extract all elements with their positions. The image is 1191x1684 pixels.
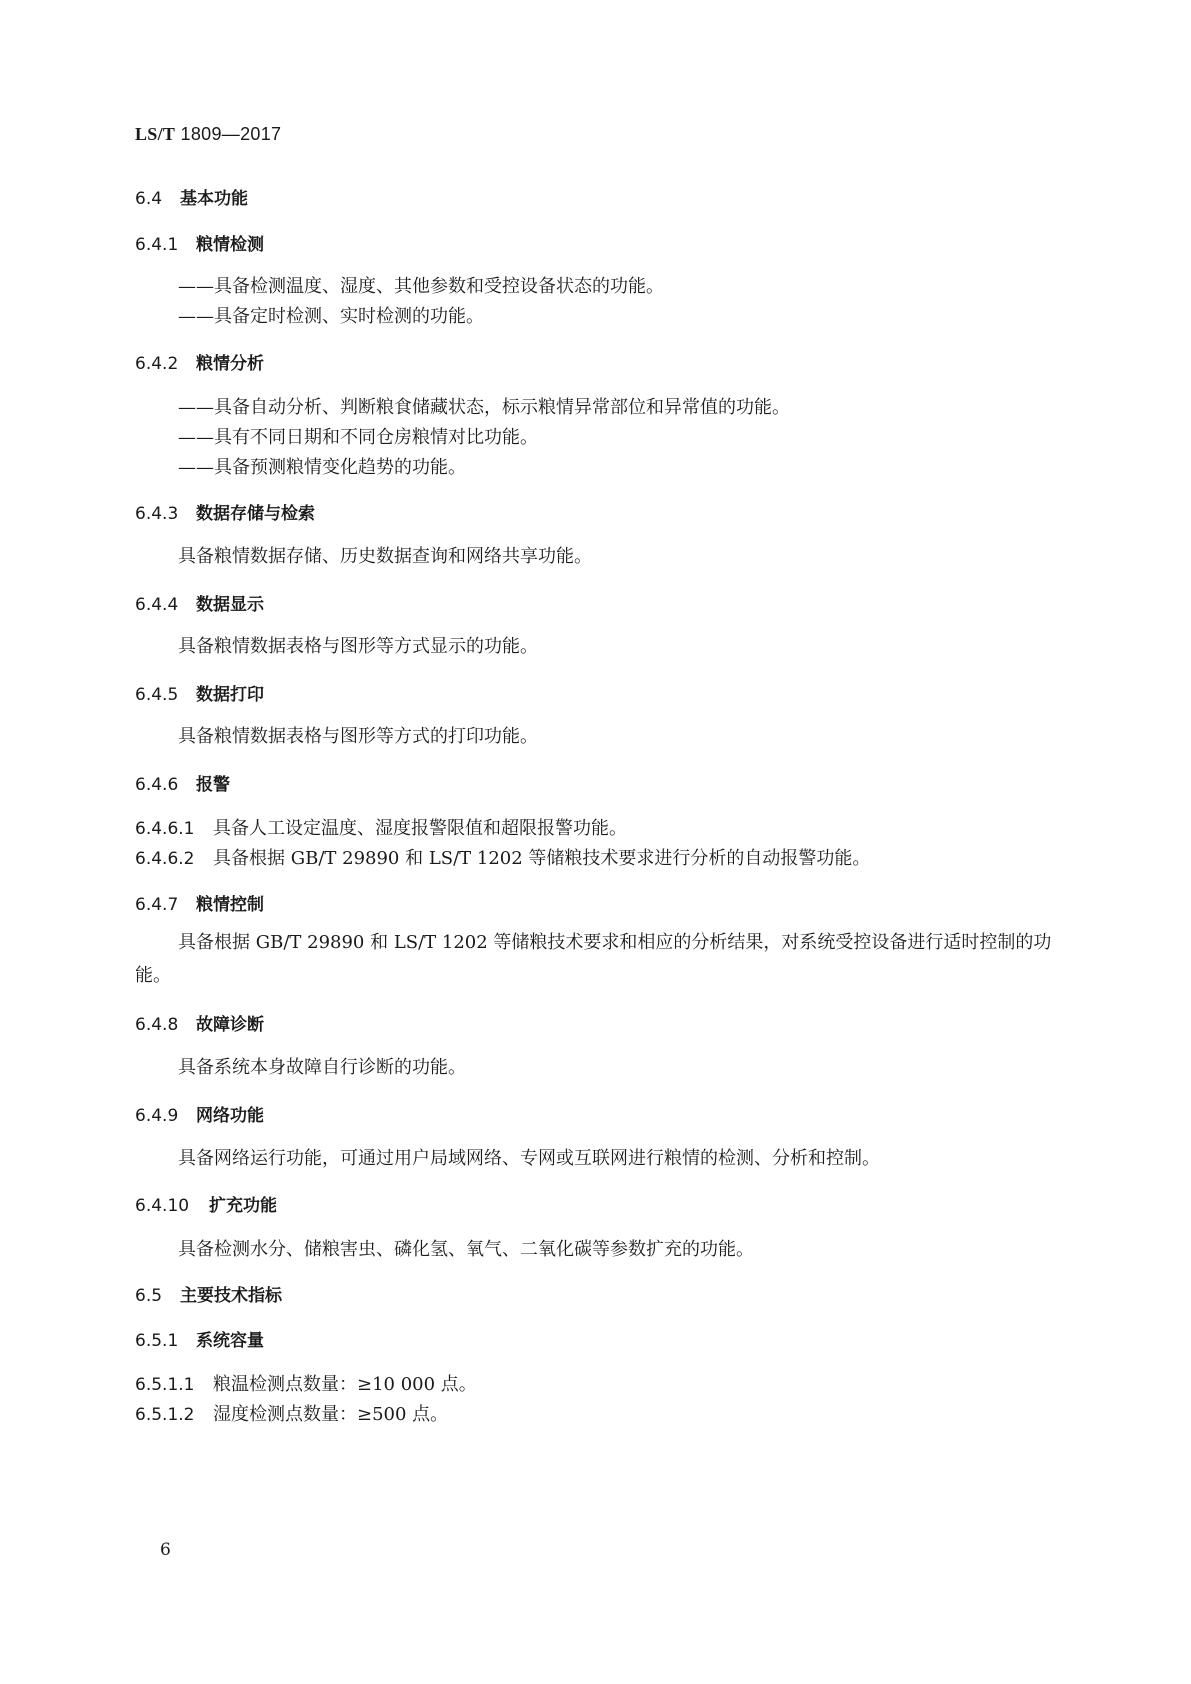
subclause-number: 6.4.6.1 [135, 819, 195, 839]
paragraph: 具备根据 GB/T 29890 和 LS/T 1202 等储粮技术要求和相应的分析结果，对系统受控设备进行适时控制的功能。 [135, 932, 1052, 986]
heading-6-4-8 [135, 1010, 264, 1035]
list-item: ——具备预测粮情变化趋势的功能。 [178, 457, 466, 478]
paragraph: 具备粮情数据表格与图形等方式的打印功能。 [178, 726, 538, 747]
document-code-number: 1809—2017 [180, 124, 282, 144]
heading-6-4-6 [135, 770, 230, 795]
heading-number: 6.4.2 [135, 354, 179, 374]
heading-title: 粮情分析 [196, 354, 264, 374]
heading-6-4-9 [135, 1101, 264, 1126]
heading-number: 6.4.6 [135, 775, 179, 795]
subclause-text: 湿度检测点数量：≥500 点。 [213, 1404, 449, 1425]
subclause-6-5-1-1 [135, 1370, 477, 1396]
heading-title: 扩充功能 [209, 1196, 277, 1216]
list-item: ——具备检测温度、湿度、其他参数和受控设备状态的功能。 [178, 276, 664, 297]
heading-number: 6.4.3 [135, 504, 179, 524]
list-item: ——具备自动分析、判断粮食储藏状态，标示粮情异常部位和异常值的功能。 [178, 397, 790, 418]
subclause-text: 粮温检测点数量：≥10 000 点。 [213, 1374, 477, 1395]
heading-title: 数据显示 [196, 595, 264, 615]
subclause-6-4-6-1 [135, 814, 627, 840]
subclause-text: 具备人工设定温度、湿度报警限值和超限报警功能。 [213, 818, 627, 839]
heading-6-5 [135, 1281, 282, 1306]
heading-title: 报警 [196, 775, 230, 795]
heading-title: 数据打印 [196, 685, 264, 705]
subclause-number: 6.5.1.2 [135, 1405, 195, 1425]
subclause-6-5-1-2 [135, 1400, 448, 1426]
heading-number: 6.5.1 [135, 1331, 179, 1351]
heading-number: 6.4.10 [135, 1196, 190, 1216]
heading-number: 6.4.1 [135, 235, 179, 255]
subclause-6-4-6-2 [135, 844, 870, 870]
paragraph: 具备系统本身故障自行诊断的功能。 [178, 1057, 466, 1078]
heading-title: 网络功能 [196, 1106, 264, 1126]
subclause-text: 具备根据 GB/T 29890 和 LS/T 1202 等储粮技术要求进行分析的自动报警功能。 [213, 848, 871, 869]
page-number: 6 [160, 1540, 171, 1560]
heading-6-4-7 [135, 890, 264, 915]
document-code [135, 124, 281, 145]
heading-6-4-1 [135, 230, 264, 255]
heading-number: 6.4.7 [135, 895, 179, 915]
heading-number: 6.4.8 [135, 1015, 179, 1035]
heading-title: 数据存储与检索 [196, 504, 315, 524]
subclause-number: 6.4.6.2 [135, 849, 195, 869]
heading-6-4-3 [135, 499, 315, 524]
heading-number: 6.4 [135, 189, 163, 209]
heading-6-4-4 [135, 590, 264, 615]
heading-6-4 [135, 184, 248, 209]
heading-6-4-10 [135, 1191, 277, 1216]
heading-number: 6.5 [135, 1286, 163, 1306]
heading-title: 系统容量 [196, 1331, 264, 1351]
list-item: ——具有不同日期和不同仓房粮情对比功能。 [178, 427, 538, 448]
list-item: ——具备定时检测、实时检测的功能。 [178, 306, 484, 327]
heading-6-4-2 [135, 349, 264, 374]
heading-title: 基本功能 [180, 189, 248, 209]
heading-title: 粮情检测 [196, 235, 264, 255]
heading-number: 6.4.5 [135, 685, 179, 705]
heading-title: 主要技术指标 [180, 1286, 282, 1306]
heading-title: 故障诊断 [196, 1015, 264, 1035]
paragraph: 具备粮情数据表格与图形等方式显示的功能。 [178, 636, 538, 657]
subclause-number: 6.5.1.1 [135, 1375, 195, 1395]
heading-6-4-5 [135, 680, 264, 705]
heading-number: 6.4.4 [135, 595, 179, 615]
paragraph: 具备网络运行功能，可通过用户局域网络、专网或互联网进行粮情的检测、分析和控制。 [178, 1148, 880, 1169]
heading-title: 粮情控制 [196, 895, 264, 915]
heading-number: 6.4.9 [135, 1106, 179, 1126]
paragraph: 具备检测水分、储粮害虫、磷化氢、氧气、二氧化碳等参数扩充的功能。 [178, 1239, 754, 1260]
document-code-prefix: LS/T [135, 124, 176, 144]
heading-6-5-1 [135, 1326, 264, 1351]
paragraph: 具备粮情数据存储、历史数据查询和网络共享功能。 [178, 546, 592, 567]
